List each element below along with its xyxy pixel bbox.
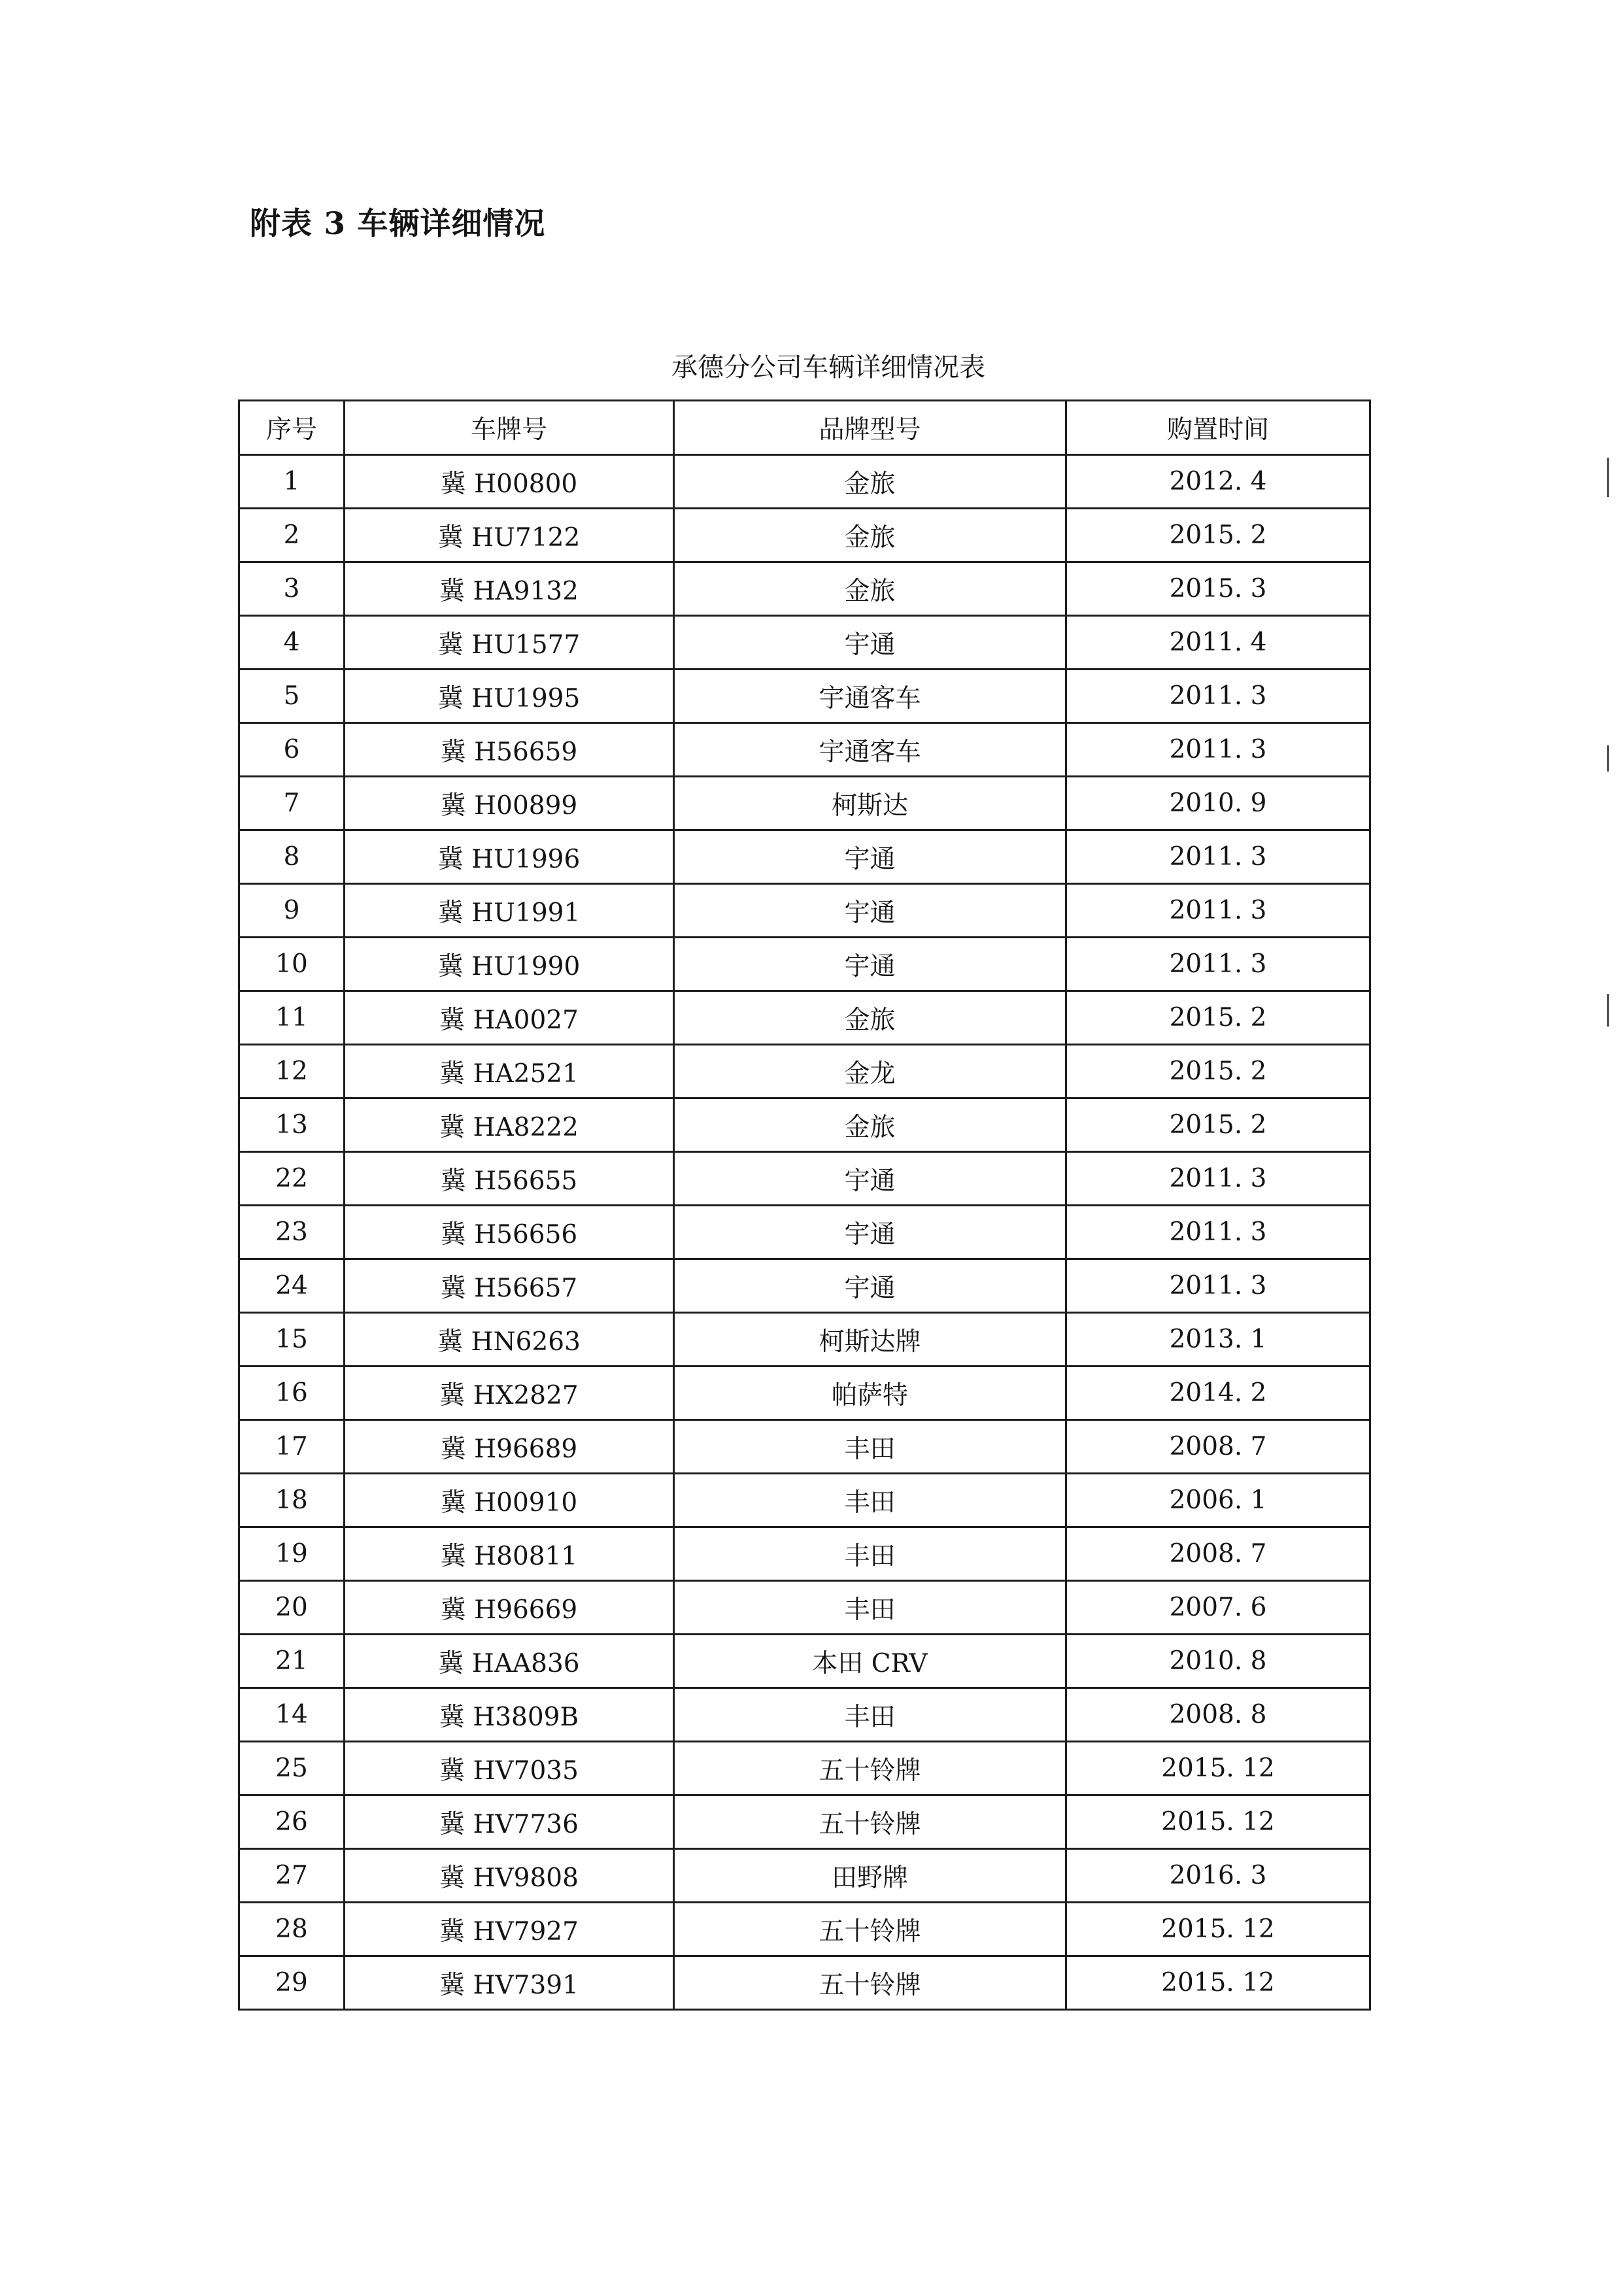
cell-no: 1 bbox=[239, 455, 345, 509]
cell-brand: 金旅 bbox=[674, 455, 1066, 509]
cell-date: 2015. 12 bbox=[1066, 1956, 1370, 2010]
cell-plate: 冀 HN6263 bbox=[345, 1313, 674, 1367]
cell-date: 2011. 3 bbox=[1066, 938, 1370, 991]
cell-no: 4 bbox=[239, 616, 345, 670]
cell-plate: 冀 H00800 bbox=[345, 455, 674, 509]
cell-plate: 冀 HU1991 bbox=[345, 884, 674, 938]
cell-date: 2010. 9 bbox=[1066, 777, 1370, 830]
table-row bbox=[239, 562, 1370, 616]
table-row bbox=[239, 1313, 1370, 1367]
table-row bbox=[239, 1045, 1370, 1098]
cell-no: 12 bbox=[239, 1045, 345, 1098]
cell-plate: 冀 HV7391 bbox=[345, 1956, 674, 2010]
cell-brand: 丰田 bbox=[674, 1474, 1066, 1527]
table-row bbox=[239, 1527, 1370, 1581]
cell-brand: 本田 CRV bbox=[674, 1635, 1066, 1688]
cell-brand: 宇通 bbox=[674, 616, 1066, 670]
vehicle-table bbox=[238, 399, 1371, 2011]
cell-no: 28 bbox=[239, 1903, 345, 1956]
cell-plate: 冀 HU1577 bbox=[345, 616, 674, 670]
cell-date: 2015. 2 bbox=[1066, 509, 1370, 562]
cell-plate: 冀 H00899 bbox=[345, 777, 674, 830]
table-row bbox=[239, 616, 1370, 670]
cell-plate: 冀 H96669 bbox=[345, 1581, 674, 1635]
cell-date: 2015. 12 bbox=[1066, 1742, 1370, 1795]
table-row bbox=[239, 1688, 1370, 1742]
cell-brand: 丰田 bbox=[674, 1581, 1066, 1635]
cell-plate: 冀 HV9808 bbox=[345, 1849, 674, 1903]
cell-brand: 金旅 bbox=[674, 562, 1066, 616]
cell-plate: 冀 HA0027 bbox=[345, 991, 674, 1045]
table-row bbox=[239, 884, 1370, 938]
cell-no: 22 bbox=[239, 1152, 345, 1206]
cell-plate: 冀 HU1995 bbox=[345, 670, 674, 723]
cell-no: 15 bbox=[239, 1313, 345, 1367]
table-title: 承德分公司车辆详细情况表 bbox=[671, 352, 985, 382]
cell-no: 5 bbox=[239, 670, 345, 723]
cell-plate: 冀 H56655 bbox=[345, 1152, 674, 1206]
column-header-date: 购置时间 bbox=[1066, 401, 1370, 455]
scan-mark bbox=[1607, 994, 1609, 1027]
cell-plate: 冀 HV7927 bbox=[345, 1903, 674, 1956]
table-row bbox=[239, 1742, 1370, 1795]
cell-no: 9 bbox=[239, 884, 345, 938]
cell-no: 20 bbox=[239, 1581, 345, 1635]
cell-date: 2011. 3 bbox=[1066, 884, 1370, 938]
cell-brand: 丰田 bbox=[674, 1420, 1066, 1474]
appendix-heading: 附表 3 车辆详细情况 bbox=[250, 206, 546, 242]
cell-no: 13 bbox=[239, 1098, 345, 1152]
cell-brand: 柯斯达 bbox=[674, 777, 1066, 830]
cell-brand: 金旅 bbox=[674, 509, 1066, 562]
cell-brand: 五十铃牌 bbox=[674, 1742, 1066, 1795]
cell-date: 2008. 7 bbox=[1066, 1527, 1370, 1581]
column-header-plate: 车牌号 bbox=[345, 401, 674, 455]
table-row bbox=[239, 1420, 1370, 1474]
cell-date: 2011. 3 bbox=[1066, 670, 1370, 723]
cell-no: 14 bbox=[239, 1688, 345, 1742]
cell-plate: 冀 HA8222 bbox=[345, 1098, 674, 1152]
cell-brand: 五十铃牌 bbox=[674, 1956, 1066, 2010]
table-body bbox=[239, 455, 1370, 2010]
column-header-brand: 品牌型号 bbox=[674, 401, 1066, 455]
cell-brand: 五十铃牌 bbox=[674, 1795, 1066, 1849]
cell-no: 2 bbox=[239, 509, 345, 562]
table-row bbox=[239, 1152, 1370, 1206]
cell-no: 18 bbox=[239, 1474, 345, 1527]
cell-date: 2010. 8 bbox=[1066, 1635, 1370, 1688]
table-row bbox=[239, 1635, 1370, 1688]
table-row bbox=[239, 1956, 1370, 2010]
cell-date: 2008. 7 bbox=[1066, 1420, 1370, 1474]
table-row bbox=[239, 991, 1370, 1045]
cell-no: 19 bbox=[239, 1527, 345, 1581]
cell-date: 2014. 2 bbox=[1066, 1367, 1370, 1420]
cell-no: 8 bbox=[239, 830, 345, 884]
cell-no: 16 bbox=[239, 1367, 345, 1420]
cell-brand: 丰田 bbox=[674, 1688, 1066, 1742]
table-row bbox=[239, 509, 1370, 562]
cell-date: 2016. 3 bbox=[1066, 1849, 1370, 1903]
cell-no: 25 bbox=[239, 1742, 345, 1795]
cell-no: 3 bbox=[239, 562, 345, 616]
cell-brand: 宇通 bbox=[674, 884, 1066, 938]
cell-date: 2011. 3 bbox=[1066, 830, 1370, 884]
cell-plate: 冀 HA9132 bbox=[345, 562, 674, 616]
table-row bbox=[239, 1474, 1370, 1527]
column-header-no: 序号 bbox=[239, 401, 345, 455]
cell-brand: 宇通 bbox=[674, 830, 1066, 884]
table-row bbox=[239, 830, 1370, 884]
cell-plate: 冀 H00910 bbox=[345, 1474, 674, 1527]
cell-no: 26 bbox=[239, 1795, 345, 1849]
cell-plate: 冀 H56656 bbox=[345, 1206, 674, 1259]
table-row bbox=[239, 670, 1370, 723]
cell-brand: 金旅 bbox=[674, 991, 1066, 1045]
cell-no: 11 bbox=[239, 991, 345, 1045]
cell-no: 17 bbox=[239, 1420, 345, 1474]
cell-plate: 冀 H96689 bbox=[345, 1420, 674, 1474]
cell-no: 24 bbox=[239, 1259, 345, 1313]
cell-brand: 宇通 bbox=[674, 1259, 1066, 1313]
cell-date: 2008. 8 bbox=[1066, 1688, 1370, 1742]
cell-plate: 冀 HV7035 bbox=[345, 1742, 674, 1795]
cell-date: 2011. 3 bbox=[1066, 723, 1370, 777]
cell-brand: 柯斯达牌 bbox=[674, 1313, 1066, 1367]
cell-brand: 帕萨特 bbox=[674, 1367, 1066, 1420]
cell-date: 2015. 2 bbox=[1066, 1098, 1370, 1152]
cell-brand: 五十铃牌 bbox=[674, 1903, 1066, 1956]
cell-plate: 冀 H80811 bbox=[345, 1527, 674, 1581]
cell-date: 2007. 6 bbox=[1066, 1581, 1370, 1635]
cell-date: 2015. 3 bbox=[1066, 562, 1370, 616]
cell-date: 2015. 12 bbox=[1066, 1903, 1370, 1956]
cell-date: 2011. 4 bbox=[1066, 616, 1370, 670]
cell-brand: 金旅 bbox=[674, 1098, 1066, 1152]
cell-brand: 宇通 bbox=[674, 1152, 1066, 1206]
cell-date: 2015. 12 bbox=[1066, 1795, 1370, 1849]
cell-no: 27 bbox=[239, 1849, 345, 1903]
cell-plate: 冀 H3809B bbox=[345, 1688, 674, 1742]
cell-plate: 冀 HV7736 bbox=[345, 1795, 674, 1849]
table-header-row bbox=[239, 401, 1370, 455]
cell-date: 2011. 3 bbox=[1066, 1152, 1370, 1206]
cell-no: 10 bbox=[239, 938, 345, 991]
cell-no: 6 bbox=[239, 723, 345, 777]
cell-brand: 丰田 bbox=[674, 1527, 1066, 1581]
cell-no: 7 bbox=[239, 777, 345, 830]
cell-brand: 田野牌 bbox=[674, 1849, 1066, 1903]
scan-mark bbox=[1607, 745, 1609, 772]
table-row bbox=[239, 1206, 1370, 1259]
table-row bbox=[239, 1581, 1370, 1635]
cell-no: 29 bbox=[239, 1956, 345, 2010]
cell-brand: 宇通客车 bbox=[674, 723, 1066, 777]
cell-brand: 宇通 bbox=[674, 1206, 1066, 1259]
cell-brand: 金龙 bbox=[674, 1045, 1066, 1098]
cell-plate: 冀 HU1996 bbox=[345, 830, 674, 884]
cell-date: 2011. 3 bbox=[1066, 1206, 1370, 1259]
cell-brand: 宇通客车 bbox=[674, 670, 1066, 723]
cell-plate: 冀 HU7122 bbox=[345, 509, 674, 562]
cell-date: 2012. 4 bbox=[1066, 455, 1370, 509]
table-row bbox=[239, 1849, 1370, 1903]
table-row bbox=[239, 777, 1370, 830]
cell-plate: 冀 HX2827 bbox=[345, 1367, 674, 1420]
cell-plate: 冀 HA2521 bbox=[345, 1045, 674, 1098]
cell-plate: 冀 HAA836 bbox=[345, 1635, 674, 1688]
table-row bbox=[239, 455, 1370, 509]
cell-date: 2011. 3 bbox=[1066, 1259, 1370, 1313]
table-row bbox=[239, 1098, 1370, 1152]
cell-plate: 冀 HU1990 bbox=[345, 938, 674, 991]
cell-date: 2015. 2 bbox=[1066, 1045, 1370, 1098]
table-row bbox=[239, 1259, 1370, 1313]
cell-no: 23 bbox=[239, 1206, 345, 1259]
cell-date: 2015. 2 bbox=[1066, 991, 1370, 1045]
cell-no: 21 bbox=[239, 1635, 345, 1688]
cell-date: 2006. 1 bbox=[1066, 1474, 1370, 1527]
table-row bbox=[239, 1903, 1370, 1956]
scan-mark bbox=[1607, 458, 1609, 497]
table-row bbox=[239, 1367, 1370, 1420]
table-row bbox=[239, 1795, 1370, 1849]
table-row bbox=[239, 723, 1370, 777]
cell-brand: 宇通 bbox=[674, 938, 1066, 991]
cell-date: 2013. 1 bbox=[1066, 1313, 1370, 1367]
cell-plate: 冀 H56659 bbox=[345, 723, 674, 777]
cell-plate: 冀 H56657 bbox=[345, 1259, 674, 1313]
table-row bbox=[239, 938, 1370, 991]
